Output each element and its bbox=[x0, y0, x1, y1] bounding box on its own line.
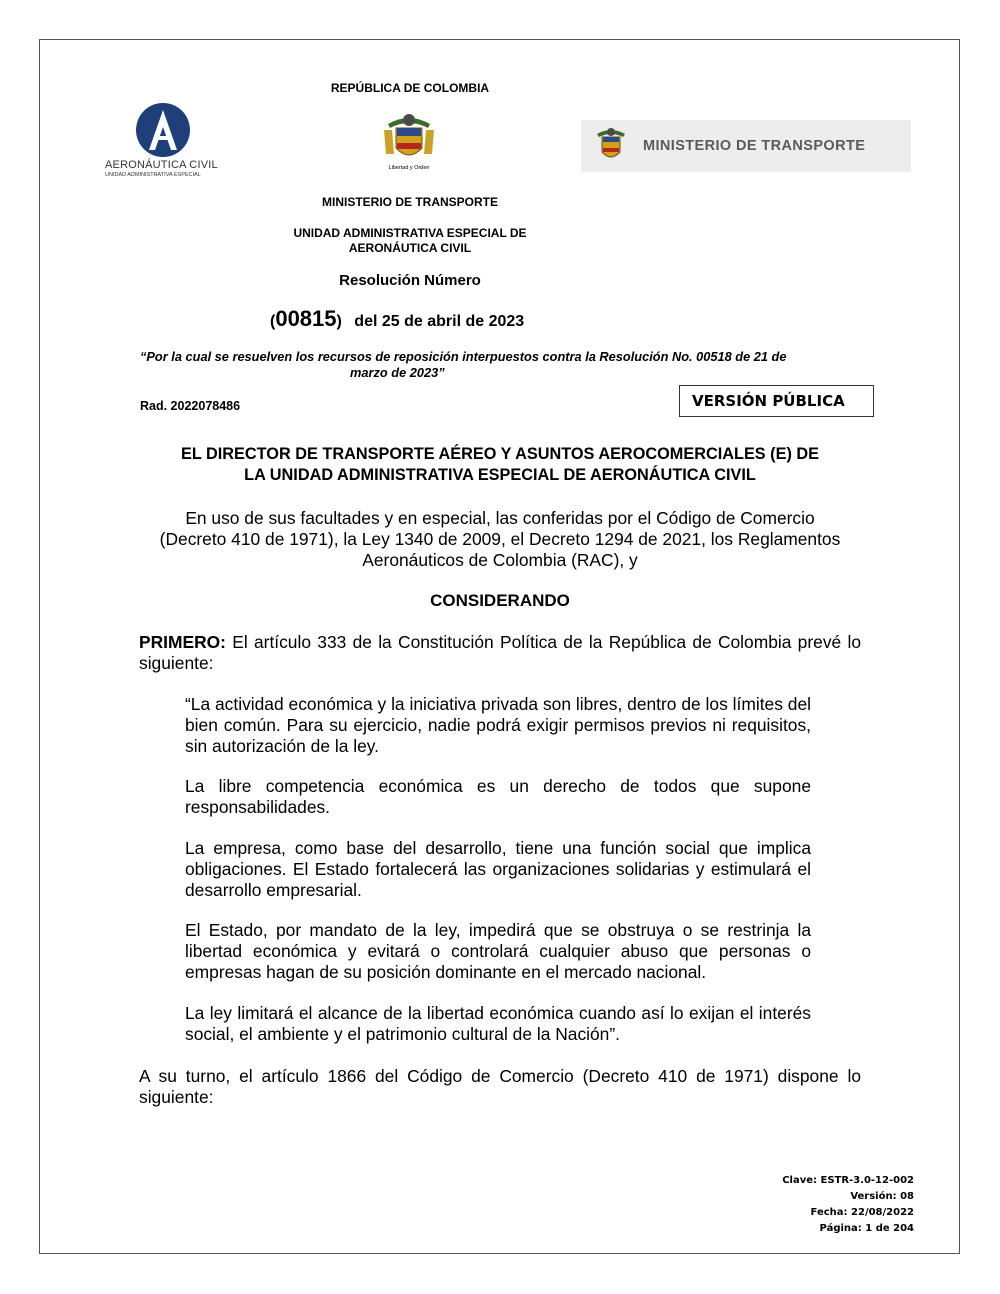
aerocivil-logo-line2: UNIDAD ADMINISTRATIVA ESPECIAL bbox=[105, 172, 201, 178]
director-title-line1: EL DIRECTOR DE TRANSPORTE AÉREO Y ASUNTOS AEROCOMERCIALES (E) DE bbox=[180, 445, 820, 463]
aerocivil-emblem-icon bbox=[105, 102, 230, 162]
coat-of-arms-motto: Libertad y Orden bbox=[388, 165, 430, 171]
resolution-paren-open: ( bbox=[270, 313, 276, 330]
unit-title-line2: AERONÁUTICA CIVIL bbox=[348, 241, 472, 255]
footer-clave: Clave: ESTR-3.0-12-002 bbox=[782, 1175, 914, 1186]
closing-paragraph: A su turno, el artículo 1866 del Código de Comercio (Decreto 410 de 1971) dispone lo siguiente: bbox=[139, 1066, 861, 1107]
aerocivil-logo-line1: AERONÁUTICA CIVIL bbox=[105, 159, 218, 171]
powers-line1: En uso de sus facultades y en especial, las conferidas por el Código de Comercio bbox=[185, 508, 815, 528]
primero-text: El artículo 333 de la Constitución Política de la República de Colombia prevé lo siguiente: bbox=[139, 632, 861, 673]
considering-heading: CONSIDERANDO bbox=[430, 591, 570, 610]
document-footer bbox=[782, 1173, 914, 1237]
primero-label: PRIMERO: bbox=[139, 632, 226, 652]
resolution-date: del 25 de abril de 2023 bbox=[354, 313, 525, 330]
quote-paragraph-5: La ley limitará el alcance de la libertad económica cuando así lo exijan el interés social, el ambiente y el patrimonio cultural de la Nación”. bbox=[185, 1003, 811, 1044]
resolution-subject-line1: “Por la cual se resuelven los recursos de reposición interpuestos contra la Resolución No. 00518 de 21 de bbox=[140, 349, 787, 364]
radicado-number: Rad. 2022078486 bbox=[140, 399, 241, 413]
primero-paragraph bbox=[139, 632, 861, 674]
powers-line2: (Decreto 410 de 1971), la Ley 1340 de 2009, el Decreto 1294 de 2021, los Reglamentos bbox=[159, 529, 841, 549]
footer-pagina: Página: 1 de 204 bbox=[819, 1223, 914, 1234]
quote-paragraph-3: La empresa, como base del desarrollo, tiene una función social que implica obligaciones. El Estado fortalecerá las organizaciones solidarias y estimulará el desarrollo empresarial. bbox=[185, 838, 811, 900]
director-title-line2: LA UNIDAD ADMINISTRATIVA ESPECIAL DE AERONÁUTICA CIVIL bbox=[244, 466, 756, 484]
footer-fecha: Fecha: 22/08/2022 bbox=[810, 1207, 914, 1218]
resolution-paren-close: ) bbox=[336, 313, 342, 330]
quote-paragraph-4: El Estado, por mandato de la ley, impedirá que se obstruya o se restrinja la libertad económica y evitará o controlará cualquier abuso que personas o empresas hagan de su posición dominante en el mercado nacional. bbox=[185, 920, 811, 982]
mintransporte-logo-text: MINISTERIO DE TRANSPORTE bbox=[643, 138, 866, 154]
aerocivil-logo bbox=[105, 102, 230, 180]
coat-of-arms-icon bbox=[378, 110, 440, 166]
version-publica-box: VERSIÓN PÚBLICA bbox=[679, 385, 874, 417]
ministerio-transporte-logo bbox=[581, 120, 911, 172]
resolution-number: 00815 bbox=[275, 306, 337, 331]
quote-paragraph-1: “La actividad económica y la iniciativa privada son libres, dentro de los límites del bien común. Para su ejercicio, nadie podrá exigir permisos previos ni requisitos, sin autorización de la ley. bbox=[185, 694, 811, 756]
mintransporte-shield-icon bbox=[589, 124, 633, 168]
unit-title-line1: UNIDAD ADMINISTRATIVA ESPECIAL DE bbox=[293, 226, 527, 240]
ministry-title: MINISTERIO DE TRANSPORTE bbox=[321, 195, 498, 209]
quote-paragraph-2: La libre competencia económica es un derecho de todos que supone responsabilidades. bbox=[185, 776, 811, 817]
resolution-label: Resolución Número bbox=[339, 272, 481, 289]
footer-version: Versión: 08 bbox=[850, 1191, 914, 1202]
powers-line3: Aeronáuticos de Colombia (RAC), y bbox=[362, 550, 638, 570]
republic-title: REPÚBLICA DE COLOMBIA bbox=[330, 81, 490, 95]
coat-of-arms-logo bbox=[378, 110, 440, 176]
resolution-number-line bbox=[270, 306, 590, 332]
resolution-subject-line2: marzo de 2023” bbox=[350, 365, 445, 380]
